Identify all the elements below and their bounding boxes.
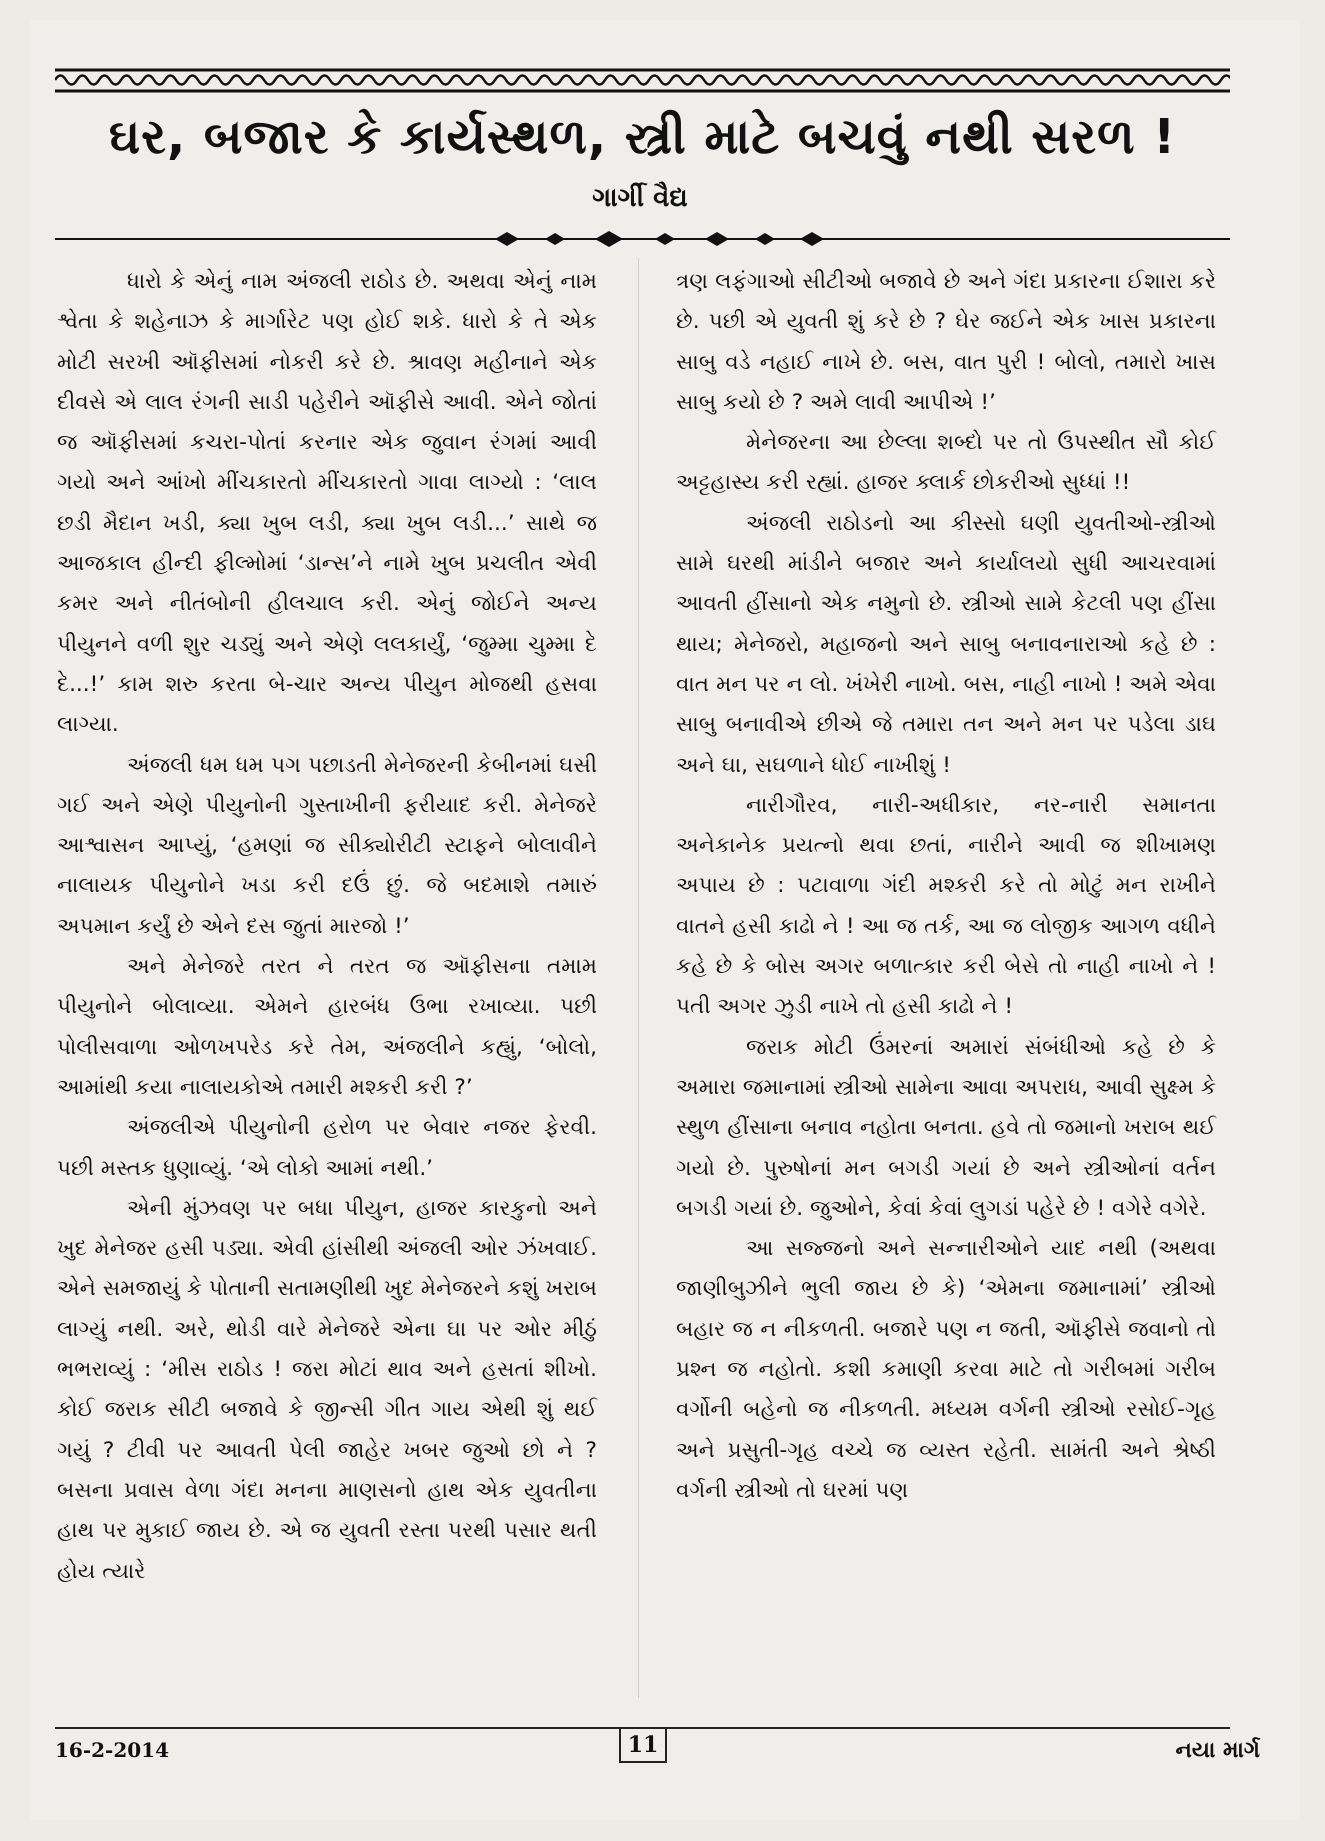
paragraph: ત્રણ લફંગાઓ સીટીઓ બજાવે છે અને ગંદા પ્રકારના ઈશારા કરે છે. પછી એ યુવતી શું કરે છે ? ઘેર જઈને એક ખાસ પ્રકારના સાબુ વડે નહાઈ નાખે છે. બસ, વાત પુરી ! બોલો, તમારો ખાસ સાબુ કયો છે ? અમે લાવી આપીએ !’ [676, 269, 1216, 415]
article-column-left [57, 262, 597, 1692]
paragraph: જરાક મોટી ઉંમરનાં અમારાં સંબંધીઓ કહે છે કે અમારા જમાનામાં સ્ત્રીઓ સામેના આવા અપરાધ, આવી સુક્ષ્મ કે સ્થુળ હીંસાના બનાવ નહોતા બનતા. હવે તો જમાનો ખરાબ થઈ ગયો છે. પુરુષોનાં મન બગડી ગયાં છે અને સ્ત્રીઓનાં વર્તન બગડી ગયાં છે. જુઓને, કેવાં કેવાં લુગડાં પહેરે છે ! વગેરે વગેરે. [676, 1034, 1216, 1221]
paragraph: અંજલી રાઠોડનો આ કીસ્સો ઘણી યુવતીઓ-સ્ત્રીઓ સામે ઘરથી માંડીને બજાર અને કાર્યાલયો સુધી આચરવામાં આવતી હીંસાનો એક નમુનો છે. સ્ત્રીઓ સામે કેટલી પણ હીંસા થાય; મેનેજરો, મહાજનો અને સાબુ બનાવનારાઓ કહે છે : વાત મન પર ન લો. ખંખેરી નાખો. બસ, નાહી નાખો ! અમે એવા સાબુ બનાવીએ છીએ જે તમારા તન અને મન પર પડેલા ડાઘ અને ઘા, સઘળાને ધોઈ નાખીશું ! [676, 510, 1216, 778]
paragraph: ધારો કે એનું નામ અંજલી રાઠોડ છે. અથવા એનું નામ શ્વેતા કે શહેનાઝ કે માર્ગારેટ પણ હોઈ શકે. ધારો કે તે એક મોટી સરખી ઑફીસમાં નોકરી કરે છે. શ્રાવણ મહીનાને એક દીવસે એ લાલ રંગની સાડી પહેરીને ઑફીસે આવી. એને જોતાં જ ઑફીસમાં કચરા-પોતાં કરનાર એક જુવાન રંગમાં આવી ગયો અને આંખો મીંચકારતો મીંચકારતો ગાવા લાગ્યો : ‘લાલ છડી મૈદાન ખડી, ક્યા ખુબ લડી, ક્યા ખુબ લડી...’ સાથે જ આજકાલ હીન્દી ફીલ્મોમાં ‘ડાન્સ’ને નામે ખુબ પ્રચલીત એવી કમર અને નીતંબોની હીલચાલ કરી. એનું જોઈને અન્ય પીયુનને વળી શુર ચડ્યું અને એણે લલકાર્યું, ‘જુમ્મા ચુમ્મા દે દે...!’ કામ શરુ કરતા બે-ચાર અન્ય પીયુન મોજથી હસવા લાગ્યા. [57, 269, 597, 738]
article-headline: ઘર, બજાર કે કાર્યસ્થળ, સ્ત્રી માટે બચવું નથી સરળ ! [108, 109, 1177, 165]
paragraph: અંજલીએ પીયુનોની હરોળ પર બેવાર નજર ફેરવી. પછી મસ્તક ધુણાવ્યું. ‘એ લોકો આમાં નથી.’ [57, 1115, 597, 1181]
paragraph: અંજલી ધમ ધમ પગ પછાડતી મેનેજરની કેબીનમાં ઘસી ગઈ અને એણે પીયુનોની ગુસ્તાખીની ફરીયાદ કરી. મેનેજરે આશ્વાસન આપ્યું, ‘હમણાં જ સીક્યોરીટી સ્ટાફને બોલાવીને નાલાયક પીયુનોને ખડા કરી દઉં છું. જે બદમાશે તમારું અપમાન કર્યું છે એને દસ જુતાં મારજો !’ [57, 752, 597, 939]
author-byline: ગાર્ગી વૈદ્ય [592, 183, 688, 213]
paragraph: આ સજ્જનો અને સન્નારીઓને યાદ નથી (અથવા જાણીબુઝીને ભુલી જાય છે કે) ‘એમના જમાનામાં’ સ્ત્રીઓ બહાર જ ન નીકળતી. બજારે પણ ન જતી, ઑફીસે જવાનો તો પ્રશ્ન જ નહોતો. કશી કમાણી કરવા માટે તો ગરીબમાં ગરીબ વર્ગોની બહેનો જ નીકળતી. મધ્યમ વર્ગની સ્ત્રીઓ રસોઈ-ગૃહ અને પ્રસુતી-ગૃહ વચ્ચે જ વ્યસ્ત રહેતી. સામંતી અને શ્રેષ્ઠી વર્ગની સ્ત્રીઓ તો ઘરમાં પણ [676, 1236, 1216, 1503]
magazine-name: નયા માર્ગ [1175, 1738, 1260, 1763]
column-divider [638, 258, 639, 1698]
paragraph: એની મુંઝવણ પર બધા પીયુન, હાજર કારકુનો અને ખુદ મેનેજર હસી પડ્યા. એવી હાંસીથી અંજલી ઓર ઝંખવાઈ. એને સમજાયું કે પોતાની સતામણીથી ખુદ મેનેજરને કશું ખરાબ લાગ્યું નથી. અરે, થોડી વારે મેનેજરે એના ઘા પર ઓર મીઠું ભભરાવ્યું : ‘મીસ રાઠોડ ! જરા મોટાં થાવ અને હસતાં શીખો. કોઈ જરાક સીટી બજાવે કે જીન્સી ગીત ગાય એથી શું થઈ ગયું ? ટીવી પર આવતી પેલી જાહેર ખબર જુઓ છો ને ? બસના પ્રવાસ વેળા ગંદા મનના માણસનો હાથ એક યુવતીના હાથ પર મુકાઈ જાય છે. એ જ યુવતી રસ્તા પરથી પસાર થતી હોય ત્યારે [57, 1195, 597, 1584]
paragraph: અને મેનેજરે તરત ને તરત જ ઑફીસના તમામ પીયુનોને બોલાવ્યા. એમને હારબંધ ઉભા રખાવ્યા. પછી પોલીસવાળા ઓળખપરેડ કરે તેમ, અંજલીને કહ્યું, ‘બોલો, આમાંથી કયા નાલાયકોએ તમારી મશ્કરી કરી ?’ [57, 954, 597, 1100]
issue-date: 16-2-2014 [55, 1738, 170, 1762]
paragraph: નારીગૌરવ, નારી-અધીકાર, નર-નારી સમાનતા અનેકાનેક પ્રયત્નો થવા છતાં, નારીને આવી જ શીખામણ અપાય છે : પટાવાળા ગંદી મશ્કરી કરે તો મોટું મન રાખીને વાતને હસી કાઢો ને ! આ જ તર્ક, આ જ લોજીક આગળ વધીને કહે છે કે બોસ અગર બળાત્કાર કરી બેસે તો નાહી નાખો ને ! પતી અગર ઝુડી નાખે તો હસી કાઢો ને ! [676, 792, 1216, 1020]
paragraph: મેનેજરના આ છેલ્લા શબ્દો પર તો ઉપસ્થીત સૌ કોઈ અટ્ટહાસ્ય કરી રહ્યાં. હાજર ક્લાર્ક છોકરીઓ સુધ્ધાં !! [676, 430, 1216, 496]
page-number: 11 [619, 1729, 667, 1763]
wave-border-ornament [55, 65, 1230, 95]
article-column-right [676, 262, 1216, 1692]
ornamental-rule [55, 226, 1230, 252]
